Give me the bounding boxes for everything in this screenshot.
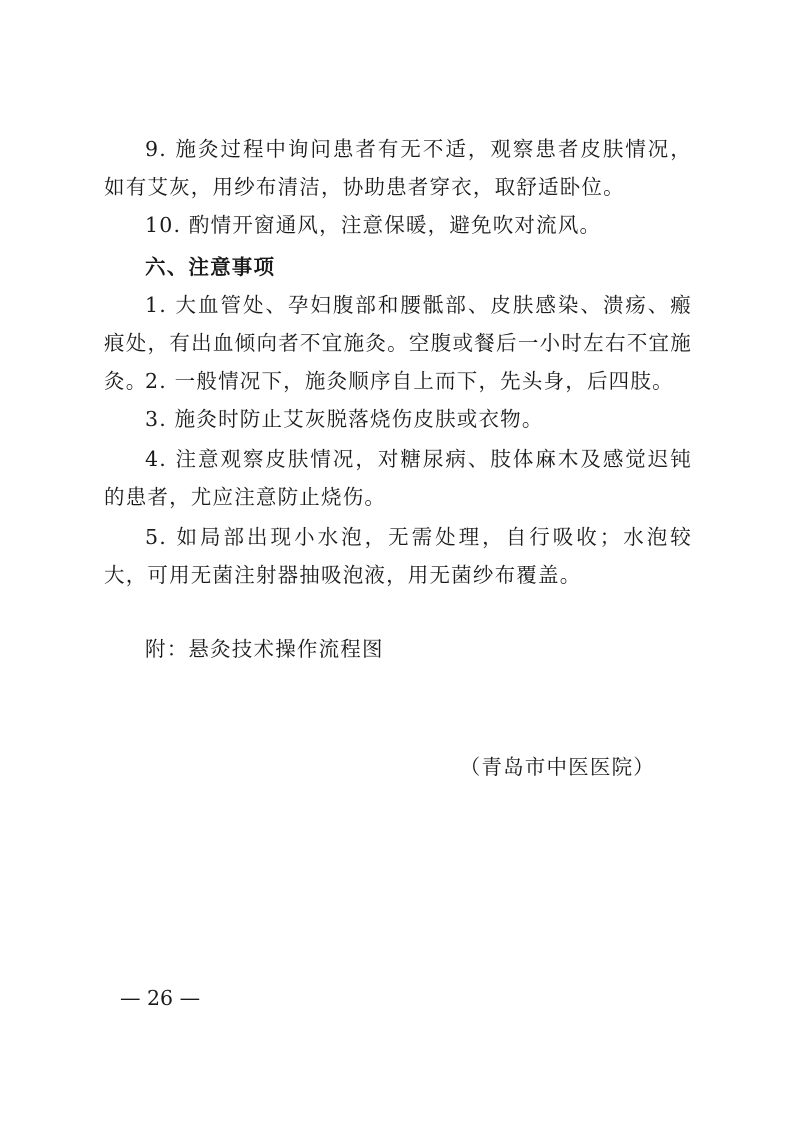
note-item-1: 1. 大血管处、孕妇腹部和腰骶部、皮肤感染、溃疡、瘢痕处，有出血倾向者不宜施灸。空腹或餐后一小时左右不宜施灸。: [104, 293, 692, 393]
note-item-2: 2. 一般情况下，施灸顺序自上而下，先头身，后四肢。: [145, 369, 674, 393]
page-number: — 26 —: [120, 986, 201, 1010]
note-item-3: 3. 施灸时防止艾灰脱落烧伤皮肤或衣物。: [145, 407, 544, 431]
attachment-line: 附：悬灸技术操作流程图: [145, 637, 384, 661]
note-item-5: 5. 如局部出现小水泡，无需处理，自行吸收；水泡较大，可用无菌注射器抽吸泡液，用无菌纱布覆盖。: [104, 525, 692, 587]
section-heading: 六、注意事项: [145, 255, 276, 279]
step-9-paragraph: 9. 施灸过程中询问患者有无不适，观察患者皮肤情况，如有艾灰，用纱布清洁，协助患者穿衣，取舒适卧位。: [104, 137, 692, 199]
source-attribution: （青岛市中医医院）: [459, 755, 655, 779]
note-item-4: 4. 注意观察皮肤情况，对糖尿病、肢体麻木及感觉迟钝的患者，尤应注意防止烧伤。: [104, 447, 692, 509]
step-10-paragraph: 10. 酌情开窗通风，注意保暖，避免吹对流风。: [145, 213, 602, 237]
